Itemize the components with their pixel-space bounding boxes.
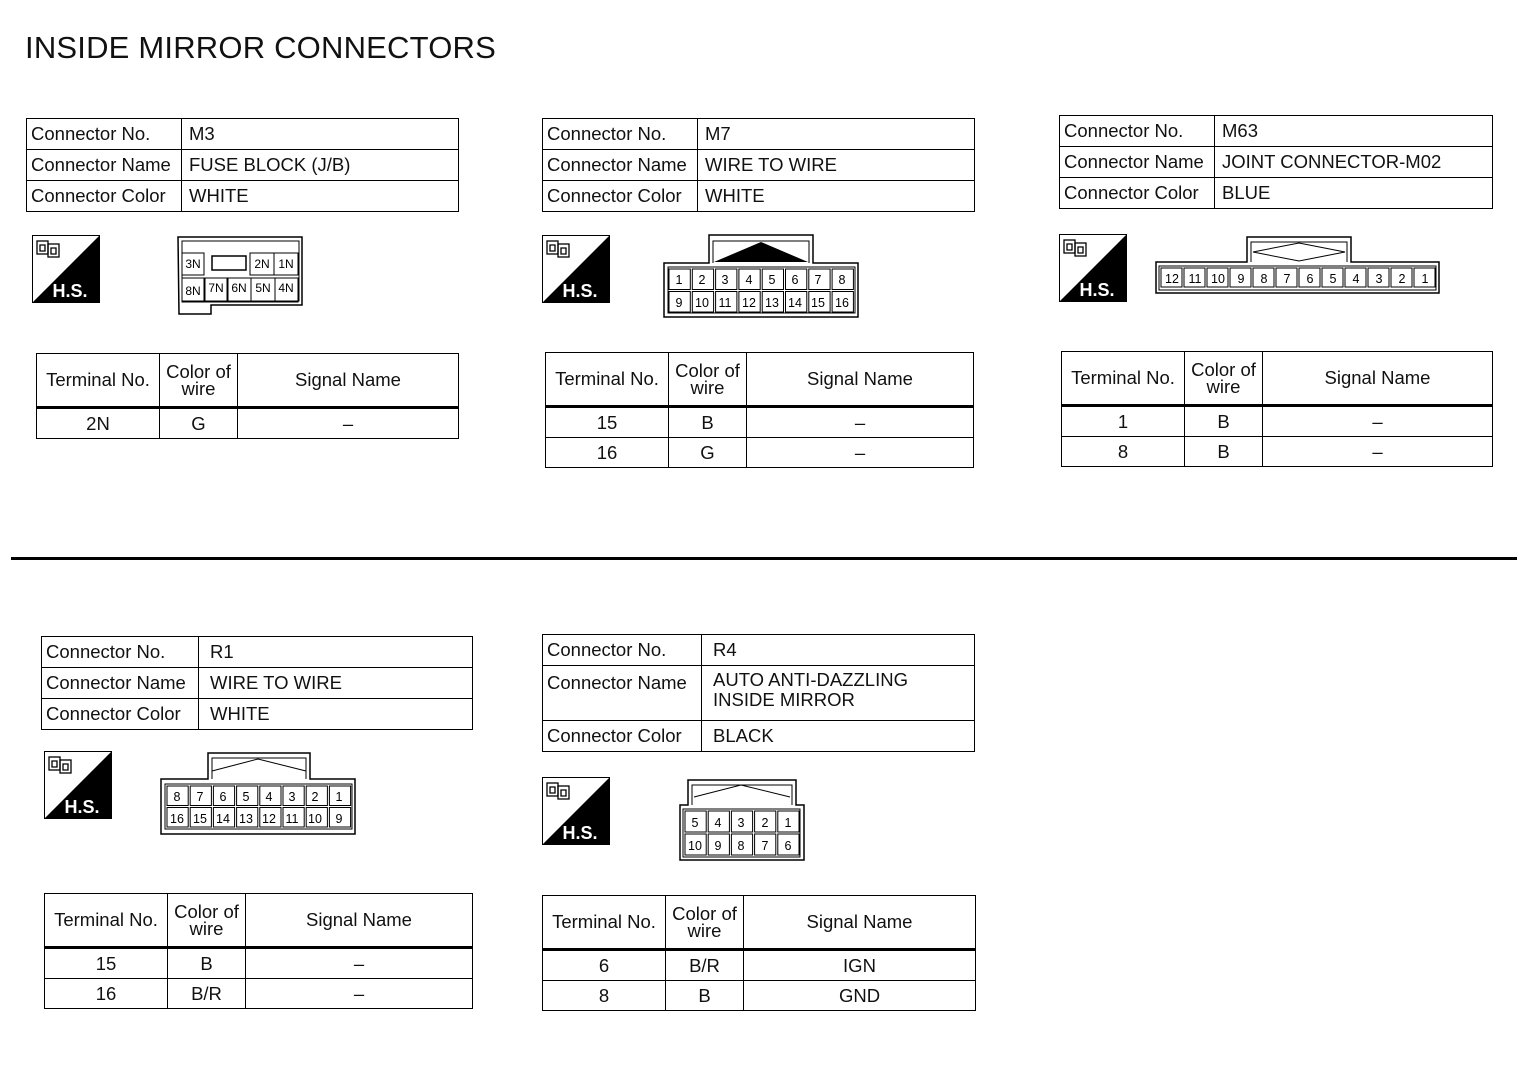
- signal-name-cell: –: [747, 438, 974, 468]
- terminal-no-header: Terminal No.: [1062, 352, 1185, 406]
- connector-name-value: FUSE BLOCK (J/B): [182, 150, 459, 181]
- pin-label: 8: [173, 790, 181, 804]
- harness-side-icon: [32, 235, 100, 303]
- pin-label: 3: [737, 816, 745, 830]
- connector-color-label: Connector Color: [543, 181, 698, 212]
- connector-no-label: Connector No.: [42, 637, 199, 668]
- connector-info-table: [1059, 115, 1493, 209]
- connector-no-label: Connector No.: [543, 635, 702, 666]
- connector-info-table: [41, 636, 473, 730]
- connector-no-value: M63: [1215, 116, 1493, 147]
- pin-label: 2: [761, 816, 769, 830]
- wire-color-cell: B/R: [168, 979, 246, 1009]
- pin-label: 7: [814, 273, 822, 287]
- pin-label: 15: [193, 812, 207, 826]
- connector-name-label: Connector Name: [543, 150, 698, 181]
- hs-label: H.S.: [52, 281, 88, 301]
- terminal-no-cell: 16: [546, 438, 669, 468]
- harness-side-icon: [542, 777, 610, 845]
- pin-label: 5: [691, 816, 699, 830]
- connector-name-value: WIRE TO WIRE: [698, 150, 975, 181]
- pin-label: 2: [698, 273, 706, 287]
- harness-side-icon: [1059, 234, 1127, 302]
- connector-face-diagram: [1153, 235, 1443, 297]
- color-of-wire-header: Color of wire: [1185, 352, 1263, 406]
- pin-label: 10: [308, 812, 322, 826]
- section-divider: [11, 557, 1517, 560]
- pin-label: 12: [262, 812, 276, 826]
- connector-name-label: Connector Name: [1060, 147, 1215, 178]
- connector-info-table: [26, 118, 459, 212]
- pin-label: 2: [1398, 272, 1406, 286]
- terminal-no-header: Terminal No.: [45, 894, 168, 948]
- wire-color-cell: B: [1185, 406, 1263, 437]
- table-row: [546, 407, 974, 438]
- pin-label: 6: [791, 273, 799, 287]
- table-row: [543, 950, 976, 981]
- pin-label: 2: [311, 790, 319, 804]
- connector-face-diagram: [176, 235, 306, 317]
- color-of-wire-header: Color of wire: [669, 353, 747, 407]
- signal-name-cell: GND: [744, 981, 976, 1011]
- connector-name-label: Connector Name: [543, 666, 702, 721]
- pin-label: 7: [761, 839, 769, 853]
- connector-color-label: Connector Color: [42, 699, 199, 730]
- pin-label: 9: [335, 812, 343, 826]
- pin-label: 8N: [185, 284, 201, 298]
- connector-face-diagram: [678, 777, 808, 863]
- pin-label: 8: [838, 273, 846, 287]
- connector-color-value: WHITE: [698, 181, 975, 212]
- connector-color-label: Connector Color: [27, 181, 182, 212]
- table-row: [1062, 437, 1493, 467]
- terminal-no-cell: 16: [45, 979, 168, 1009]
- connector-no-label: Connector No.: [27, 119, 182, 150]
- harness-side-icon: [44, 751, 112, 819]
- terminal-no-cell: 15: [45, 948, 168, 979]
- connector-name-value: AUTO ANTI-DAZZLING INSIDE MIRROR: [702, 666, 975, 721]
- pin-label: 8: [1260, 272, 1268, 286]
- connector-no-label: Connector No.: [1060, 116, 1215, 147]
- pin-label: 16: [835, 296, 849, 310]
- pin-label: 7N: [208, 281, 224, 295]
- terminal-table: [36, 353, 459, 439]
- connector-face-diagram: [661, 233, 863, 321]
- connector-color-label: Connector Color: [1060, 178, 1215, 209]
- wire-color-cell: B: [168, 948, 246, 979]
- pin-label: 12: [742, 296, 756, 310]
- pin-label: 7: [1283, 272, 1291, 286]
- connector-no-label: Connector No.: [543, 119, 698, 150]
- connector-no-value: M3: [182, 119, 459, 150]
- pin-label: 3N: [185, 257, 201, 271]
- terminal-no-cell: 8: [1062, 437, 1185, 467]
- pin-label: 5: [242, 790, 250, 804]
- connector-color-value: BLUE: [1215, 178, 1493, 209]
- terminal-table: [1061, 351, 1493, 467]
- pin-label: 1: [784, 816, 792, 830]
- connector-no-value: R4: [702, 635, 975, 666]
- connector-color-value: WHITE: [182, 181, 459, 212]
- pin-label: 4: [714, 816, 722, 830]
- pin-label: 11: [285, 812, 299, 826]
- pin-label: 13: [239, 812, 253, 826]
- pin-label: 6: [784, 839, 792, 853]
- pin-label: 6: [219, 790, 227, 804]
- pin-label: 16: [170, 812, 184, 826]
- pin-label: 1N: [278, 257, 294, 271]
- pin-label: 2N: [254, 257, 270, 271]
- wire-color-cell: G: [669, 438, 747, 468]
- signal-name-cell: –: [1263, 437, 1493, 467]
- pin-label: 8: [737, 839, 745, 853]
- terminal-table: [545, 352, 974, 468]
- pin-label: 13: [765, 296, 779, 310]
- table-row: [45, 979, 473, 1009]
- signal-name-cell: –: [1263, 406, 1493, 437]
- terminal-no-header: Terminal No.: [543, 896, 666, 950]
- signal-name-cell: –: [246, 948, 473, 979]
- pin-label: 1: [1421, 272, 1429, 286]
- signal-name-header: Signal Name: [747, 353, 974, 407]
- signal-name-header: Signal Name: [246, 894, 473, 948]
- hs-label: H.S.: [562, 281, 598, 301]
- signal-name-cell: –: [238, 408, 459, 439]
- terminal-table: [542, 895, 976, 1011]
- pin-label: 3: [1375, 272, 1383, 286]
- color-of-wire-header: Color of wire: [666, 896, 744, 950]
- pin-label: 3: [288, 790, 296, 804]
- page-title: INSIDE MIRROR CONNECTORS: [25, 30, 496, 65]
- terminal-no-header: Terminal No.: [37, 354, 160, 408]
- pin-label: 11: [1188, 272, 1202, 286]
- connector-info-table: [542, 118, 975, 212]
- table-row: [1062, 406, 1493, 437]
- harness-side-icon: [542, 235, 610, 303]
- connector-color-value: WHITE: [199, 699, 473, 730]
- pin-label: 5N: [255, 281, 271, 295]
- wire-color-cell: B: [666, 981, 744, 1011]
- hs-label: H.S.: [562, 823, 598, 843]
- pin-label: 3: [721, 273, 729, 287]
- hs-label: H.S.: [64, 797, 100, 817]
- connector-name-value: JOINT CONNECTOR-M02: [1215, 147, 1493, 178]
- connector-no-value: M7: [698, 119, 975, 150]
- pin-label: 4N: [278, 281, 294, 295]
- wire-color-cell: B: [669, 407, 747, 438]
- pin-label: 4: [265, 790, 273, 804]
- pin-label: 4: [745, 273, 753, 287]
- signal-name-cell: IGN: [744, 950, 976, 981]
- connector-no-value: R1: [199, 637, 473, 668]
- wire-color-cell: G: [160, 408, 238, 439]
- signal-name-header: Signal Name: [744, 896, 976, 950]
- pin-label: 6: [1306, 272, 1314, 286]
- connector-info-table: [542, 634, 975, 752]
- pin-label: 5: [1329, 272, 1337, 286]
- connector-name-label: Connector Name: [27, 150, 182, 181]
- terminal-table: [44, 893, 473, 1009]
- wire-color-cell: B/R: [666, 950, 744, 981]
- pin-label: 9: [675, 296, 683, 310]
- signal-name-header: Signal Name: [238, 354, 459, 408]
- connector-face-diagram: [158, 751, 360, 837]
- table-row: [543, 981, 976, 1011]
- color-of-wire-header: Color of wire: [160, 354, 238, 408]
- color-of-wire-header: Color of wire: [168, 894, 246, 948]
- pin-label: 14: [788, 296, 802, 310]
- connector-color-label: Connector Color: [543, 721, 702, 752]
- pin-label: 9: [714, 839, 722, 853]
- terminal-no-cell: 8: [543, 981, 666, 1011]
- pin-label: 1: [335, 790, 343, 804]
- terminal-no-cell: 1: [1062, 406, 1185, 437]
- terminal-no-cell: 2N: [37, 408, 160, 439]
- pin-label: 12: [1165, 272, 1179, 286]
- wire-color-cell: B: [1185, 437, 1263, 467]
- signal-name-header: Signal Name: [1263, 352, 1493, 406]
- table-row: [37, 408, 459, 439]
- pin-label: 10: [688, 839, 702, 853]
- pin-label: 10: [695, 296, 709, 310]
- table-row: [45, 948, 473, 979]
- pin-label: 15: [811, 296, 825, 310]
- terminal-no-header: Terminal No.: [546, 353, 669, 407]
- terminal-no-cell: 6: [543, 950, 666, 981]
- connector-color-value: BLACK: [702, 721, 975, 752]
- terminal-no-cell: 15: [546, 407, 669, 438]
- pin-label: 4: [1352, 272, 1360, 286]
- pin-label: 7: [196, 790, 204, 804]
- table-row: [546, 438, 974, 468]
- connector-name-label: Connector Name: [42, 668, 199, 699]
- signal-name-cell: –: [747, 407, 974, 438]
- signal-name-cell: –: [246, 979, 473, 1009]
- pin-label: 14: [216, 812, 230, 826]
- pin-label: 9: [1237, 272, 1245, 286]
- pin-label: 10: [1211, 272, 1225, 286]
- pin-label: 1: [675, 273, 683, 287]
- connector-name-value: WIRE TO WIRE: [199, 668, 473, 699]
- pin-label: 11: [718, 296, 732, 310]
- hs-label: H.S.: [1079, 280, 1115, 300]
- pin-label: 5: [768, 273, 776, 287]
- pin-label: 6N: [231, 281, 247, 295]
